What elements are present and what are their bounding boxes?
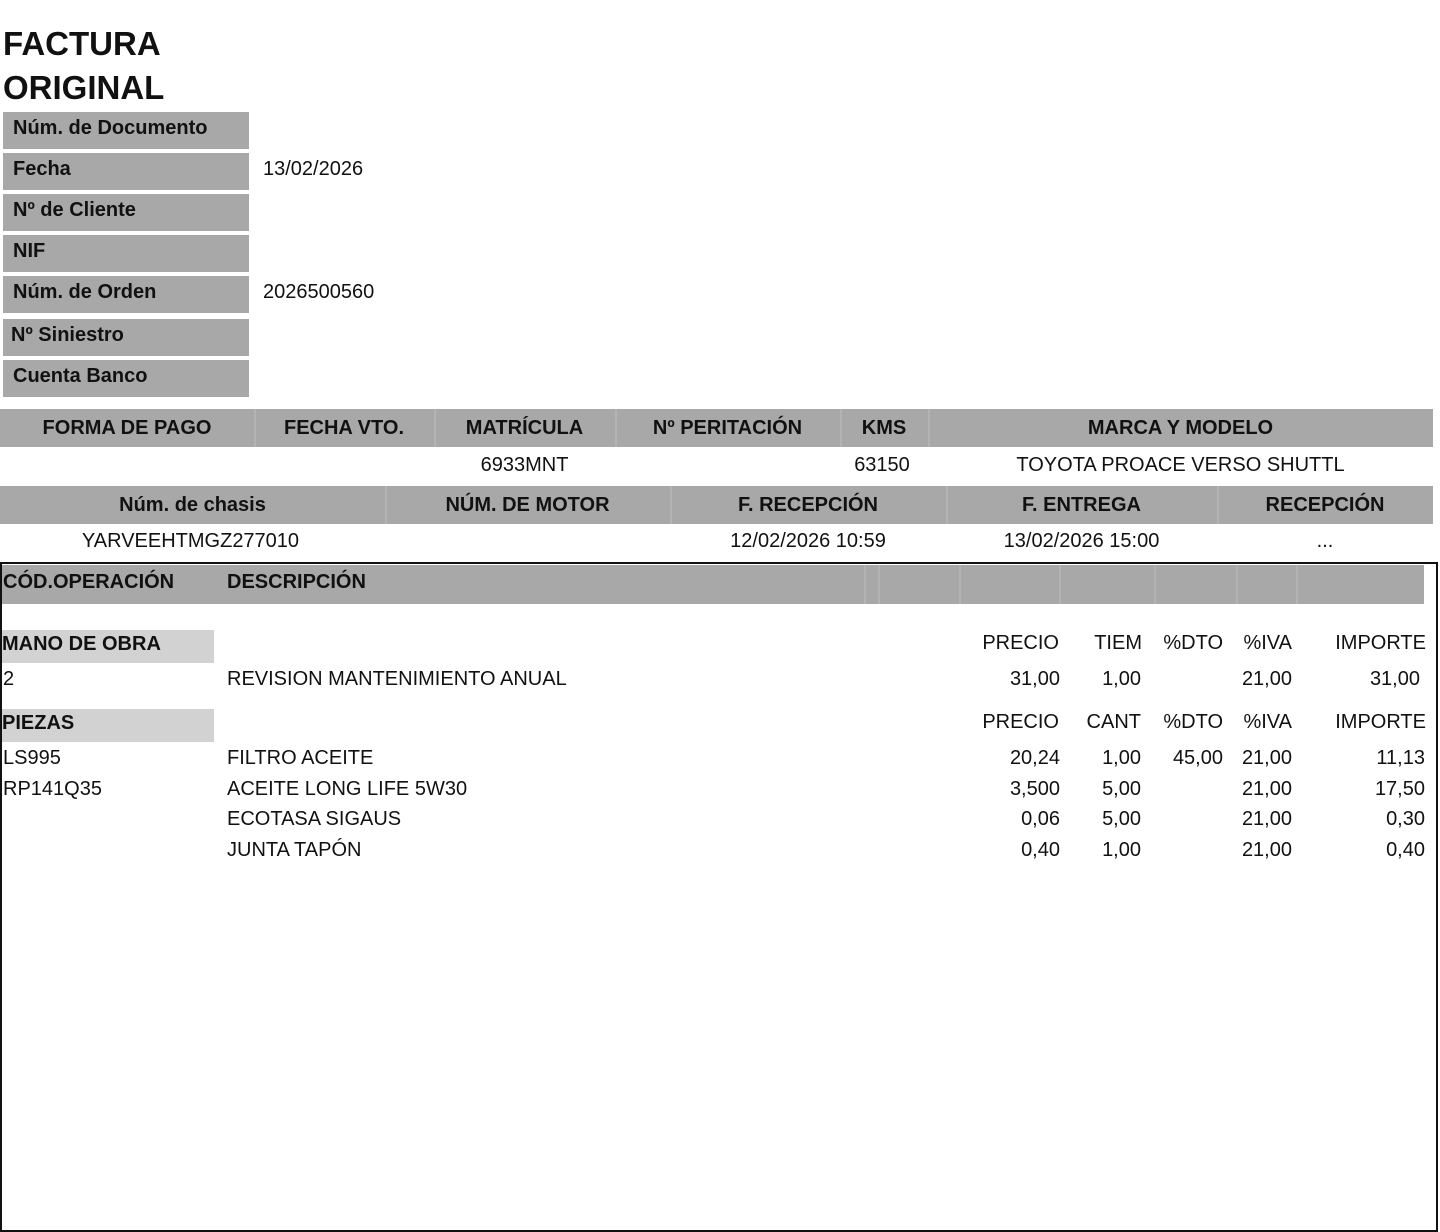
row-code: 2 (3, 668, 15, 690)
value-make-model: TOYOTA PROACE VERSO SHUTTL (1016, 454, 1345, 476)
label-client-number: Nº de Cliente (3, 194, 249, 231)
value-kms: 63150 (854, 454, 910, 476)
header-delivery-date: F. ENTREGA (1022, 494, 1141, 516)
header-chassis: Núm. de chasis (119, 494, 266, 516)
parts-col-vat: %IVA (1243, 711, 1292, 733)
row-price: 3,500 (1009, 778, 1060, 800)
header-engine: NÚM. DE MOTOR (445, 494, 610, 516)
invoice-lines-frame (0, 562, 1438, 1232)
row-price: 20,24 (1009, 747, 1060, 769)
title-line-1: FACTURA (3, 25, 161, 62)
value-reception: ... (1316, 530, 1334, 552)
value-chassis: YARVEEHTMGZ277010 (81, 530, 300, 552)
header-reception-date: F. RECEPCIÓN (737, 494, 879, 516)
parts-col-price: PRECIO (982, 711, 1059, 733)
labor-col-amount: IMPORTE (1335, 632, 1426, 654)
chassis-header-band (0, 486, 1433, 524)
lines-header-band (2, 565, 1424, 604)
row-qty: 5,00 (1102, 778, 1141, 800)
parts-col-qty: CANT (1086, 711, 1141, 733)
row-qty: 1,00 (1102, 668, 1141, 690)
labor-col-price: PRECIO (982, 632, 1059, 654)
header-due-date: FECHA VTO. (283, 417, 404, 439)
section-parts: PIEZAS (2, 709, 214, 742)
row-discount: 45,00 (1172, 747, 1223, 769)
row-description: FILTRO ACEITE (227, 747, 374, 769)
row-code: RP141Q35 (3, 778, 102, 800)
row-code: LS995 (3, 747, 61, 769)
label-bank-account: Cuenta Banco (3, 360, 249, 397)
row-amount: 31,00 (1369, 668, 1420, 690)
value-order-number: 2026500560 (263, 281, 375, 303)
header-plate: MATRÍCULA (465, 417, 584, 439)
row-price: 0,40 (1021, 839, 1060, 861)
vehicle-header-band (0, 409, 1433, 447)
row-amount: 0,30 (1386, 808, 1425, 830)
header-payment-method: FORMA DE PAGO (42, 417, 212, 439)
row-vat: 21,00 (1241, 668, 1292, 690)
row-vat: 21,00 (1241, 839, 1292, 861)
value-reception-date: 12/02/2026 10:59 (730, 530, 886, 552)
row-qty: 1,00 (1102, 839, 1141, 861)
header-kms: KMS (861, 417, 907, 439)
row-amount: 11,13 (1376, 747, 1425, 769)
row-description: ACEITE LONG LIFE 5W30 (227, 778, 468, 800)
row-description: REVISION MANTENIMIENTO ANUAL (227, 668, 567, 690)
row-qty: 1,00 (1102, 747, 1141, 769)
label-date: Fecha (3, 153, 249, 190)
header-operation-code: CÓD.OPERACIÓN (3, 571, 175, 593)
labor-col-discount: %DTO (1163, 632, 1223, 654)
header-reception: RECEPCIÓN (1265, 494, 1385, 516)
header-make-model: MARCA Y MODELO (1087, 417, 1274, 439)
row-vat: 21,00 (1241, 747, 1292, 769)
value-date: 13/02/2026 (263, 158, 364, 180)
parts-col-amount: IMPORTE (1335, 711, 1426, 733)
label-order-number: Núm. de Orden (3, 276, 249, 313)
row-qty: 5,00 (1102, 808, 1141, 830)
labor-col-time: TIEM (1094, 632, 1142, 654)
row-amount: 17,50 (1374, 778, 1425, 800)
header-description: DESCRIPCIÓN (227, 571, 366, 593)
labor-col-vat: %IVA (1243, 632, 1292, 654)
header-appraisal: Nº PERITACIÓN (652, 417, 803, 439)
label-claim-number: Nº Siniestro (3, 319, 249, 356)
parts-col-discount: %DTO (1163, 711, 1223, 733)
row-amount: 0,40 (1386, 839, 1425, 861)
value-delivery-date: 13/02/2026 15:00 (1003, 530, 1160, 552)
title-line-2: ORIGINAL (3, 69, 165, 106)
row-description: ECOTASA SIGAUS (227, 808, 402, 830)
row-vat: 21,00 (1241, 778, 1292, 800)
row-description: JUNTA TAPÓN (227, 839, 362, 861)
row-price: 31,00 (1009, 668, 1060, 690)
label-nif: NIF (3, 235, 249, 272)
document-title (3, 22, 164, 110)
section-labor: MANO DE OBRA (2, 630, 214, 663)
row-vat: 21,00 (1241, 808, 1292, 830)
value-plate: 6933MNT (480, 454, 569, 476)
label-doc-number: Núm. de Documento (3, 112, 249, 149)
row-price: 0,06 (1021, 808, 1060, 830)
